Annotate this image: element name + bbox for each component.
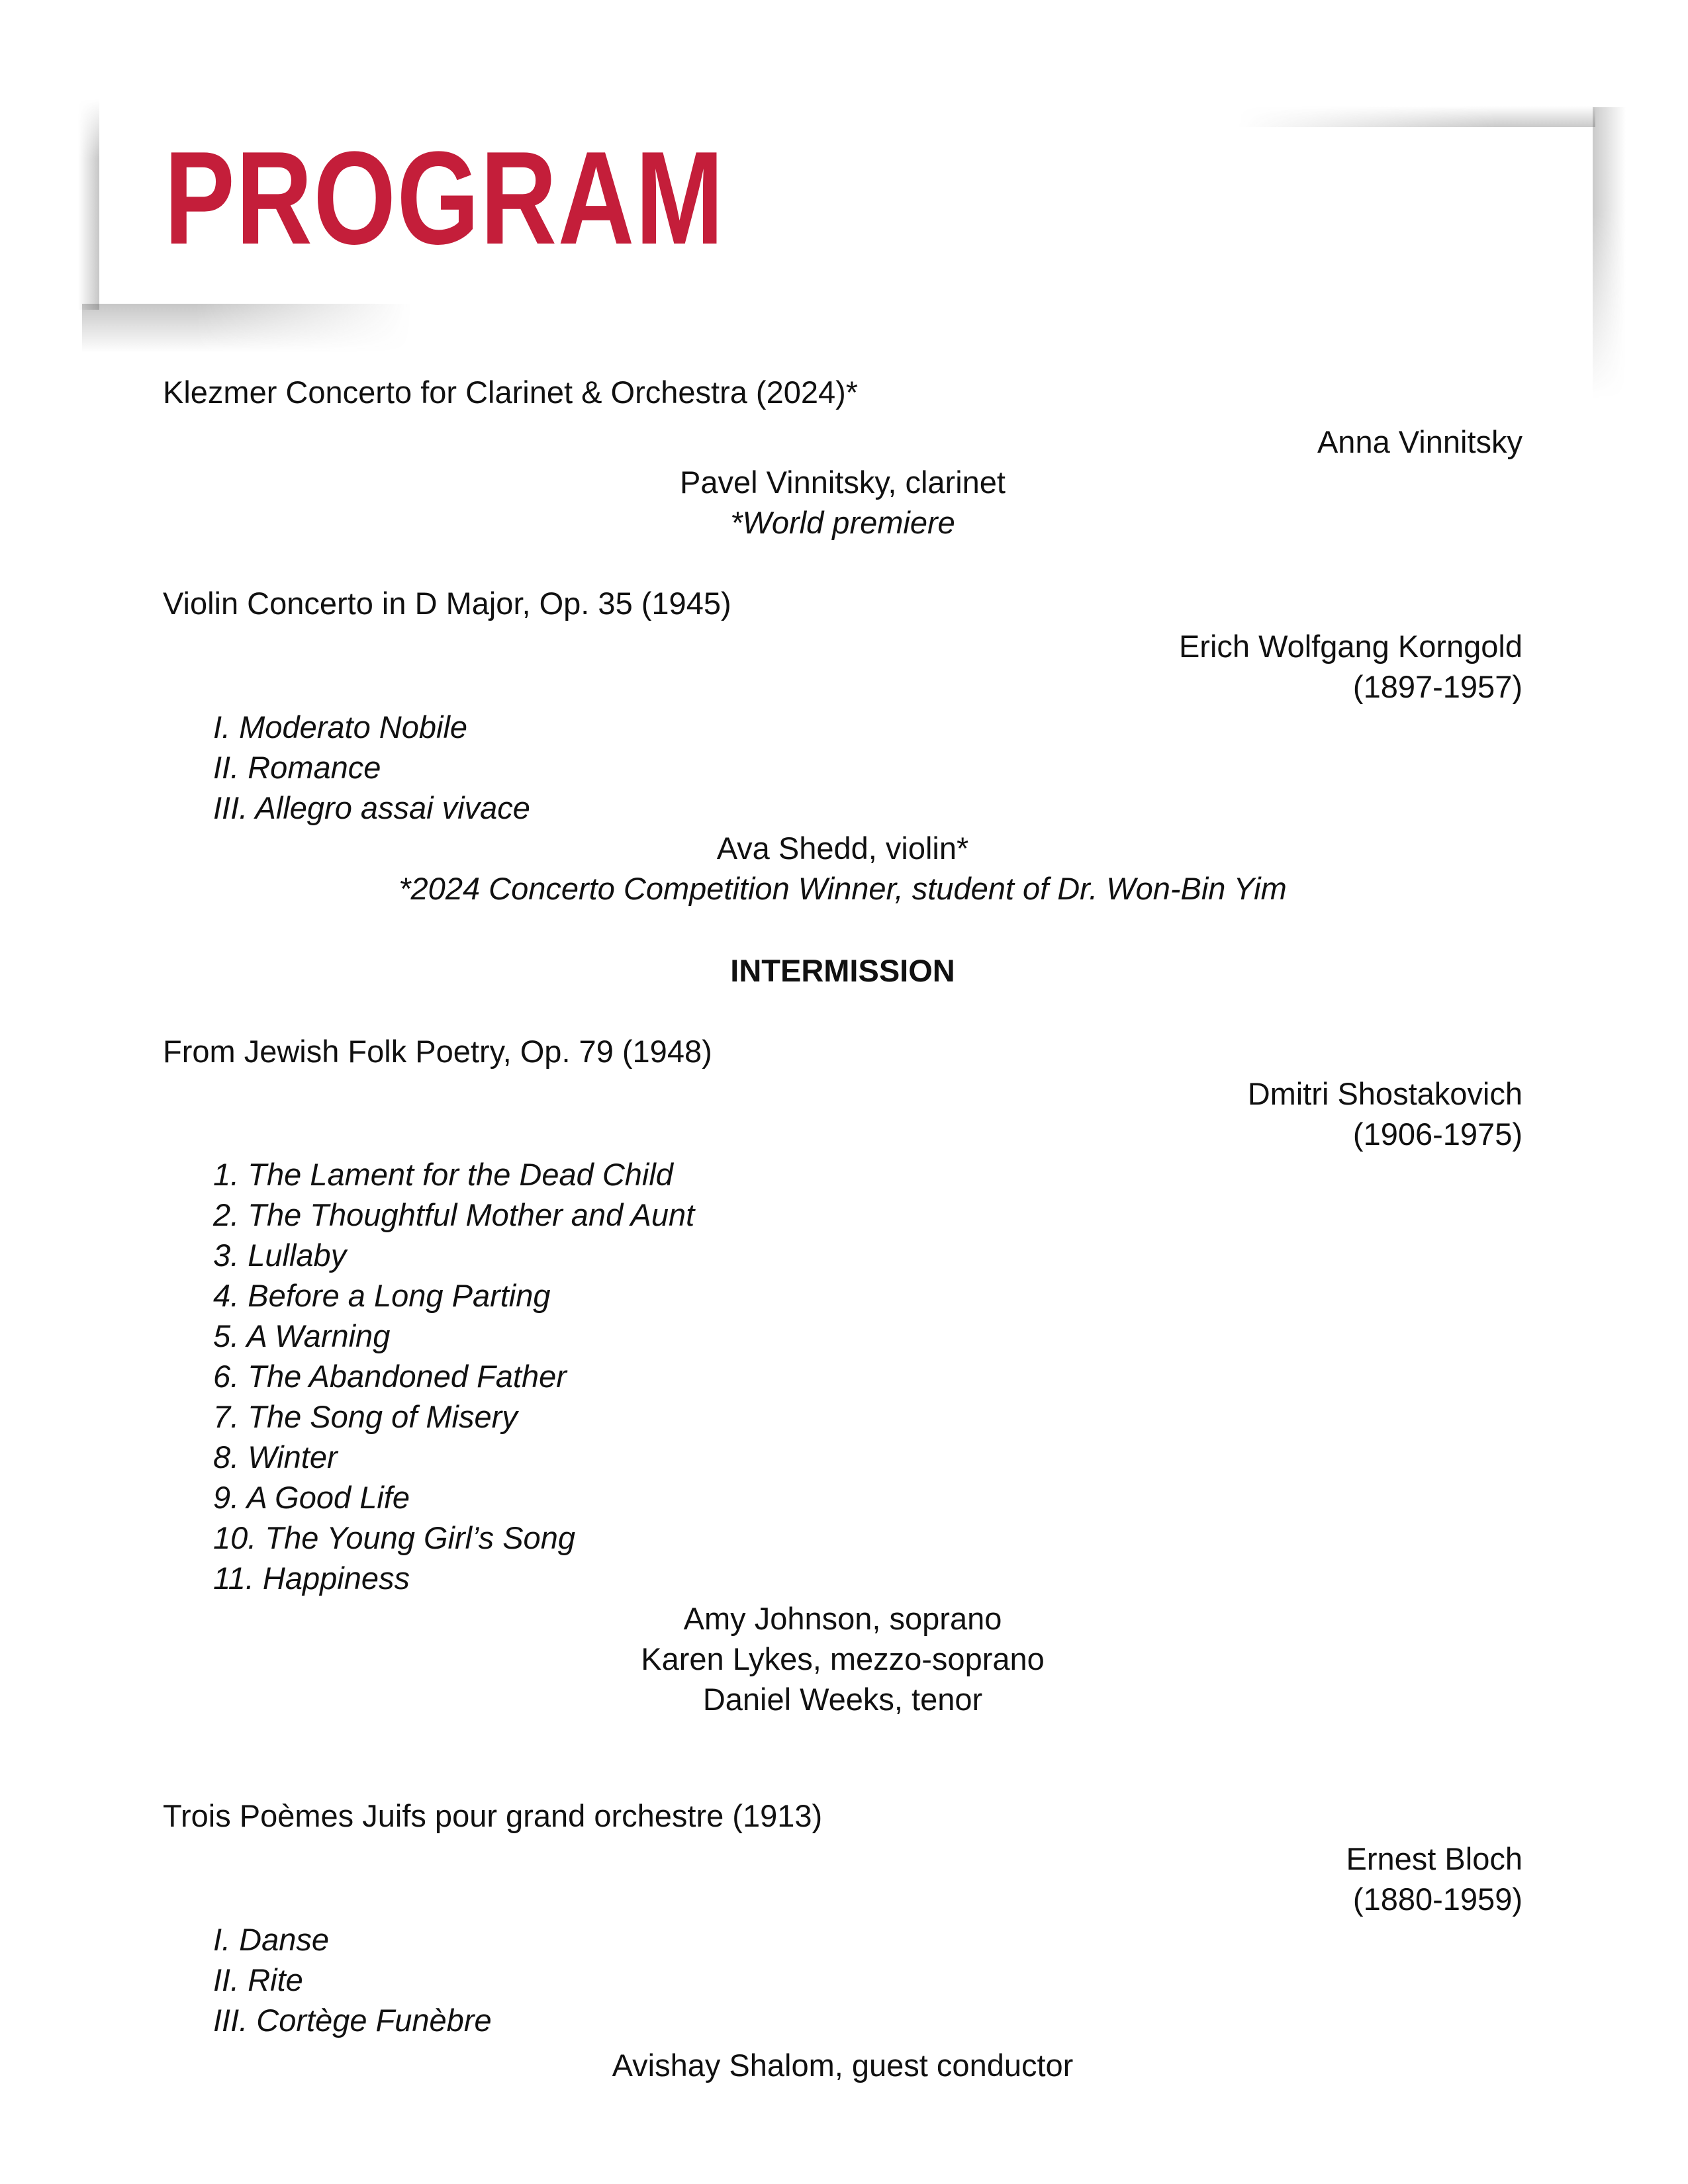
performer: Amy Johnson, soprano	[683, 1601, 1002, 1636]
movement: II. Romance	[213, 750, 381, 785]
movement-list	[163, 707, 1523, 828]
piece-title: Violin Concerto in D Major, Op. 35 (1945)	[163, 586, 731, 621]
movement: 8. Winter	[213, 1439, 338, 1475]
movement: 3. Lullaby	[213, 1238, 347, 1273]
movement: I. Moderato Nobile	[213, 709, 468, 745]
performer: Karen Lykes, mezzo-soprano	[641, 1641, 1045, 1676]
movement: I. Danse	[213, 1922, 330, 1957]
section-klezmer-concerto	[163, 372, 1523, 543]
movement: 11. Happiness	[213, 1561, 410, 1596]
movement: II. Rite	[213, 1962, 303, 1997]
page-title: PROGRAM	[164, 124, 725, 272]
movement: III. Cortège Funèbre	[213, 2003, 492, 2038]
movement: 6. The Abandoned Father	[213, 1359, 567, 1394]
composer-name: Erich Wolfgang Korngold	[1178, 629, 1523, 664]
composer-dates: (1906-1975)	[1352, 1116, 1523, 1152]
movement: 10. The Young Girl’s Song	[213, 1520, 575, 1555]
movement-list	[163, 1919, 1523, 2040]
composer-name: Anna Vinnitsky	[1317, 424, 1523, 459]
premiere-note: *World premiere	[730, 505, 955, 540]
performer: Avishay Shalom, guest conductor	[612, 2048, 1074, 2083]
section-jewish-folk-poetry	[163, 1031, 1523, 1719]
composer-name: Ernest Bloch	[1346, 1841, 1523, 1876]
section-violin-concerto	[163, 583, 1523, 909]
movement: 7. The Song of Misery	[213, 1399, 518, 1434]
performer: Daniel Weeks, tenor	[702, 1682, 983, 1717]
movement: 2. The Thoughtful Mother and Aunt	[213, 1197, 695, 1232]
performer: Pavel Vinnitsky, clarinet	[680, 465, 1006, 500]
movement: 4. Before a Long Parting	[213, 1278, 551, 1313]
movement-list	[163, 1154, 1523, 1598]
intermission-label: INTERMISSION	[730, 953, 955, 988]
composer-dates: (1897-1957)	[1352, 669, 1523, 704]
piece-title: Trois Poèmes Juifs pour grand orchestre (1913)	[163, 1798, 823, 1833]
performer: Ava Shedd, violin*	[716, 831, 969, 866]
movement: III. Allegro assai vivace	[213, 790, 530, 825]
competition-note: *2024 Concerto Competition Winner, student of Dr. Won-Bin Yim	[399, 871, 1287, 906]
piece-title: Klezmer Concerto for Clarinet & Orchestra (2024)*	[163, 375, 859, 410]
section-trois-poemes	[163, 1796, 1523, 2085]
composer-dates: (1880-1959)	[1352, 1882, 1523, 1917]
piece-title: From Jewish Folk Poetry, Op. 79 (1948)	[163, 1034, 712, 1069]
movement: 1. The Lament for the Dead Child	[213, 1157, 673, 1192]
composer-name: Dmitri Shostakovich	[1247, 1076, 1523, 1111]
movement: 9. A Good Life	[213, 1480, 410, 1515]
movement: 5. A Warning	[213, 1318, 391, 1353]
